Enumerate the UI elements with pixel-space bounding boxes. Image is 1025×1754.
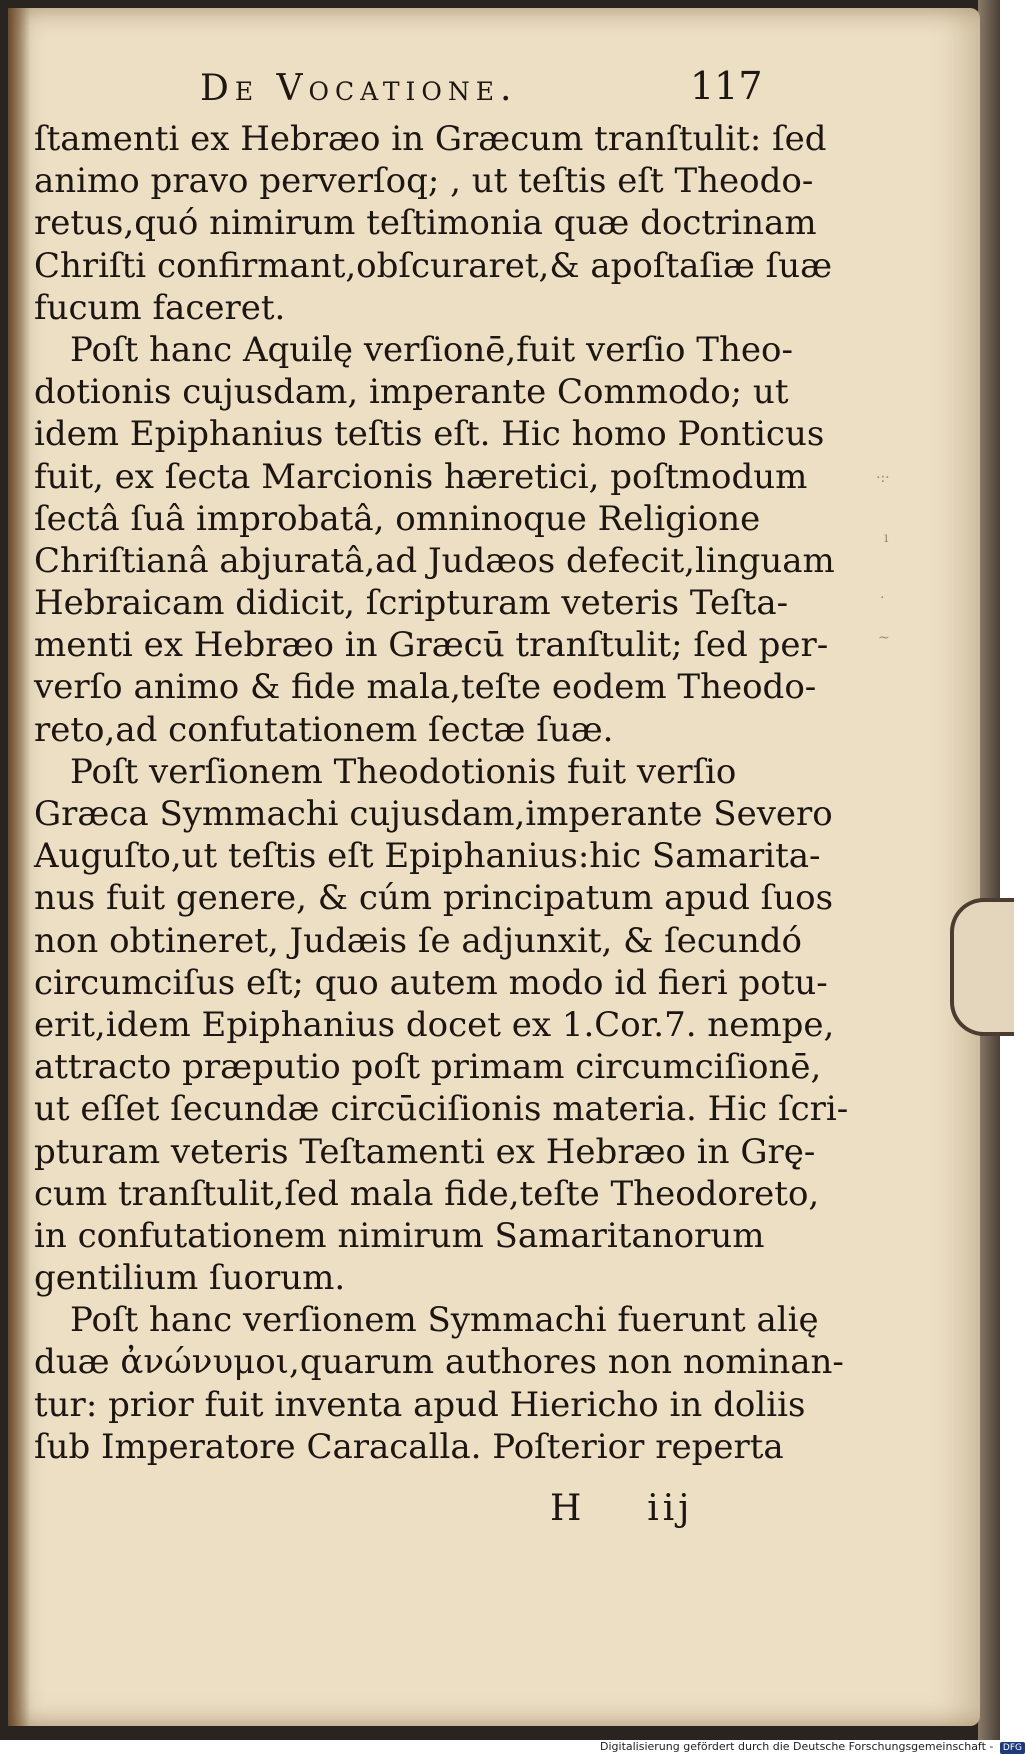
text-line: cum tranſtulit,ſed mala fide,teſte Theodoreto,	[34, 1173, 820, 1214]
margin-marks	[870, 470, 930, 690]
text-line: pturam veteris Teſtamenti ex Hebræo in Grę̨-	[34, 1131, 816, 1172]
text-line: ut eſſet ſecundæ circūciſionis materia. Hic ſcri-	[34, 1089, 849, 1130]
text-line: tur: prior fuit inventa apud Hiericho in doliis	[34, 1384, 806, 1425]
signature-letter: H	[550, 1488, 586, 1529]
body-text	[34, 118, 849, 1468]
text-line: Poſt verſionem Theodotionis fuit verſio	[70, 751, 737, 792]
text-line: Poſt hanc Aquilę verſionē,fuit verſio Theo-	[70, 329, 793, 370]
text-line: animo pravo perverſoq; , ut teſtis eſt Theodo-	[34, 161, 814, 202]
text-line: gentilium ſuorum.	[34, 1258, 346, 1299]
dfg-logo: DFG	[1000, 1742, 1025, 1754]
text-line: attracto præputio poſt primam circumciſionē,	[34, 1047, 822, 1088]
signature-mark	[550, 1488, 693, 1529]
text-line: Auguſto,ut teſtis eſt Epiphanius:hic Samarita-	[34, 836, 821, 877]
text-line: ſub Imperatore Caracalla. Poſterior reperta	[34, 1426, 784, 1467]
text-line: Chriſtianâ abjuratâ,ad Judæos defecit,linguam	[34, 540, 835, 581]
text-line: verſo animo & fide mala,teſte eodem Theodo-	[34, 667, 817, 708]
text-line: idem Epiphanius teſtis eſt. Hic homo Ponticus	[34, 414, 825, 455]
running-head	[70, 60, 770, 120]
text-line: non obtineret, Judæis ſe adjunxit, & ſecundó	[34, 920, 802, 961]
text-line: fucum faceret.	[34, 287, 286, 328]
text-line: Hebraicam didicit, ſcripturam veteris Teſta-	[34, 583, 789, 624]
margin-mark: ·	[880, 590, 885, 606]
margin-mark: ~	[878, 630, 890, 646]
margin-mark: ı	[884, 530, 889, 546]
text-line: Poſt hanc verſionem Symmachi fuerunt alię	[70, 1300, 819, 1341]
binding-gutter	[8, 8, 30, 1726]
text-line: reto,ad confutationem ſectæ ſuæ.	[34, 709, 614, 750]
text-line: menti ex Hebræo in Græcū tranſtulit; ſed per-	[34, 625, 829, 666]
text-line: dotionis cujusdam, imperante Commodo; ut	[34, 372, 789, 413]
text-line: in confutationem nimirum Samaritanorum	[34, 1215, 765, 1256]
header-title: De Vocatione.	[200, 68, 518, 109]
text-line: retus,quó nimirum teſtimonia quæ doctrinam	[34, 203, 817, 244]
text-line: Græca Symmachi cujusdam,imperante Severo	[34, 794, 833, 834]
text-line: nus fuit genere, & cúm principatum apud ſuos	[34, 878, 834, 919]
page-edge	[978, 0, 1000, 1740]
margin-mark: ·:·	[876, 470, 890, 486]
text-line: circumciſus eſt; quo autem modo id fieri potu-	[34, 962, 828, 1003]
footer-credit	[600, 1740, 1022, 1754]
text-line: ſectâ ſuâ improbatâ, omninoque Religione	[34, 498, 761, 539]
text-line: duæ ἀνώνυμοι,quarum authores non nominan-	[34, 1342, 844, 1383]
signature-numeral: iij	[647, 1488, 694, 1529]
text-line: Chriſti confirmant,obſcuraret,& apoſtaſiæ ſuæ	[34, 245, 833, 286]
page-number: 117	[690, 64, 763, 108]
text-line: fuit, ex ſecta Marcionis hæretici, poſtmodum	[34, 456, 808, 497]
book-clasp	[950, 898, 1014, 1036]
text-line: erit,idem Epiphanius docet ex 1.Cor.7. nempe,	[34, 1004, 835, 1045]
text-line: ſtamenti ex Hebræo in Græcum tranſtulit: ſed	[34, 119, 827, 159]
credit-text: Digitalisierung gefördert durch die Deutsche Forschungsgemeinschaft -	[600, 1740, 994, 1753]
